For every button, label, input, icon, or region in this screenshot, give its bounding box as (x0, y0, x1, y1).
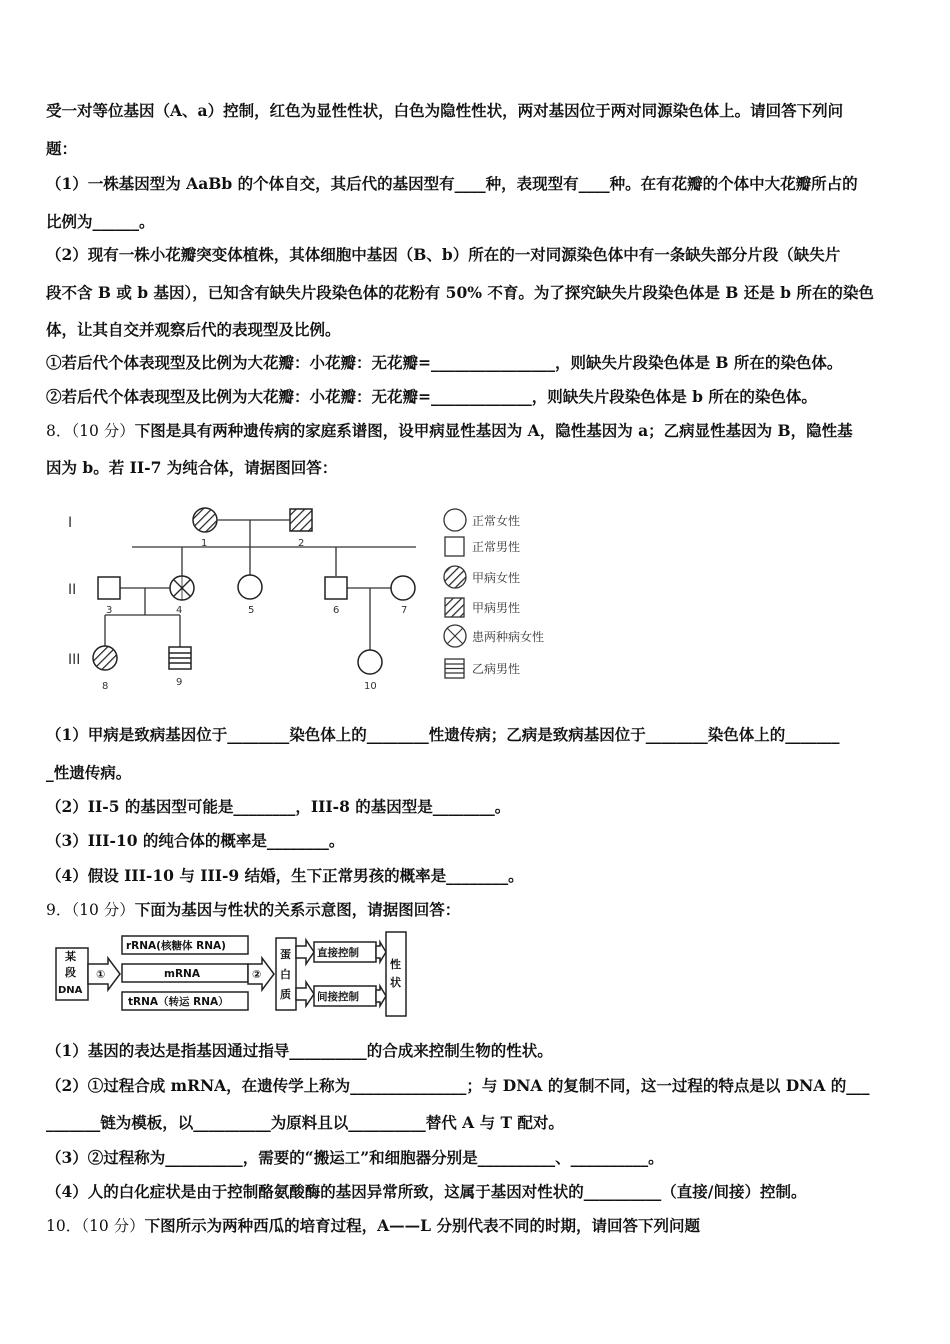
generation-label: II (68, 582, 77, 598)
generation-label: III (68, 652, 81, 668)
text-line: 题： (46, 139, 78, 158)
individual-number: 3 (106, 605, 113, 616)
pedigree-II-3 (98, 577, 120, 599)
text-line: 因为 b。若 II-7 为纯合体，请据图回答： (46, 458, 338, 477)
text-line: （1）基因的表达是指基因通过指导__________的合成来控制生物的性状。 (46, 1041, 553, 1060)
rna-label: rRNA(核糖体 RNA) (126, 940, 226, 952)
individual-number: 1 (201, 538, 208, 549)
question-text: 下图是具有两种遗传病的家庭系谱图，设甲病显性基因为 A，隐性基因为 a；乙病显性基因为 B，隐性基 (134, 421, 853, 440)
question-text: 下面为基因与性状的关系示意图，请据图回答： (134, 900, 461, 919)
legend-label: 乙病男性 (472, 662, 521, 676)
pedigree-II-7 (391, 576, 415, 600)
individual-number: 10 (364, 681, 377, 692)
dna-label: 段 (65, 966, 76, 979)
text-line: ②若后代个体表现型及比例为大花瓣：小花瓣：无花瓣=_____________，则缺失片段染色体是 b 所在的染色体。 (46, 387, 817, 406)
pedigree-legend (444, 509, 544, 678)
control-label: 间接控制 (317, 991, 359, 1003)
individual-number: 8 (102, 681, 109, 692)
protein-label: 白 (280, 968, 291, 981)
individual-number: 6 (333, 605, 340, 616)
pedigree-II-5 (238, 575, 262, 599)
text-line: 段不含 B 或 b 基因），已知含有缺失片段染色体的花粉有 50% 不育。为了探究缺失片段染色体是 B 还是 b 所在的染色 (46, 283, 874, 302)
text-line: （1）一株基因型为 AaBb 的个体自交，其后代的基因型有____种，表现型有____种。在有花瓣的个体中大花瓣所占的 (46, 174, 858, 193)
step-1-label: ① (96, 968, 106, 981)
text-line: ①若后代个体表现型及比例为大花瓣：小花瓣：无花瓣=________________，则缺失片段染色体是 B 所在的染色体。 (46, 353, 843, 372)
text-line: （2）II-5 的基因型可能是________，III-8 的基因型是________。 (46, 797, 511, 816)
individual-number: 9 (176, 677, 183, 688)
text-line: （1）甲病是致病基因位于________染色体上的________性遗传病；乙病是致病基因位于________染色体上的_______ (46, 725, 840, 744)
individual-number: 5 (248, 605, 255, 616)
legend-label: 甲病男性 (472, 601, 521, 615)
trait-label: 状 (390, 976, 401, 989)
question-text: 下图所示为两种西瓜的培育过程，A——L 分别代表不同的时期，请回答下列问题 (144, 1216, 700, 1235)
text-line: （4）假设 III-10 与 III-9 结婚，生下正常男孩的概率是________。 (46, 866, 524, 885)
text-line: _______链为模板，以__________为原料且以__________替代 A 与 T 配对。 (46, 1113, 564, 1132)
pedigree-I-1 (193, 508, 217, 532)
pedigree-chart (50, 500, 580, 695)
step-2-label: ② (252, 968, 262, 981)
legend-label: 正常女性 (472, 514, 521, 528)
question-8 (46, 421, 906, 441)
pedigree-III-9 (169, 647, 191, 669)
pedigree-I-2 (290, 509, 312, 531)
dna-label: DNA (58, 985, 83, 996)
legend-label: 甲病女性 (472, 571, 521, 585)
pedigree-III-8 (93, 646, 117, 670)
protein-label: 质 (280, 988, 291, 1001)
pedigree-III-10 (358, 650, 382, 674)
pedigree-II-6 (325, 577, 347, 599)
text-line: 比例为______。 (46, 212, 155, 231)
control-label: 直接控制 (317, 947, 359, 959)
protein-label: 蛋 (280, 948, 291, 961)
question-10 (46, 1216, 906, 1236)
text-line: 体，让其自交并观察后代的表现型及比例。 (46, 320, 341, 339)
individual-number: 4 (176, 605, 183, 616)
rna-label: mRNA (164, 968, 200, 980)
gene-trait-diagram (52, 930, 412, 1018)
legend-label: 正常男性 (472, 540, 521, 554)
text-line: _性遗传病。 (46, 763, 132, 782)
individual-number: 7 (401, 605, 408, 616)
question-number: 8．（10 分） (46, 422, 135, 440)
question-9 (46, 900, 906, 920)
generation-label: I (68, 515, 73, 531)
text-line: （2）①过程合成 mRNA，在遗传学上称为_______________；与 DNA 的复制不同，这一过程的特点是以 DNA 的___ (46, 1076, 870, 1095)
text-line: （4）人的白化症状是由于控制酪氨酸酶的基因异常所致，这属于基因对性状的__________（直接/间接）控制。 (46, 1182, 807, 1201)
question-number: 10．（10 分） (46, 1217, 145, 1235)
individual-number: 2 (298, 538, 305, 549)
text-line: （3）②过程称为__________，需要的“搬运工”和细胞器分别是__________、__________。 (46, 1148, 664, 1167)
trait-label: 性 (390, 958, 401, 971)
pedigree-II-4 (170, 576, 194, 600)
text-line: 受一对等位基因（A、a）控制，红色为显性性状，白色为隐性性状，两对基因位于两对同源染色体上。请回答下列问 (46, 101, 844, 120)
question-number: 9．（10 分） (46, 901, 135, 919)
legend-label: 患两种病女性 (472, 630, 545, 644)
dna-label: 某 (65, 950, 76, 963)
text-line: （2）现有一株小花瓣突变体植株，其体细胞中基因（B、b）所在的一对同源染色体中有一条缺失部分片段（缺失片 (46, 245, 841, 264)
rna-label: tRNA（转运 RNA） (128, 996, 229, 1008)
text-line: （3）III-10 的纯合体的概率是________。 (46, 831, 345, 850)
